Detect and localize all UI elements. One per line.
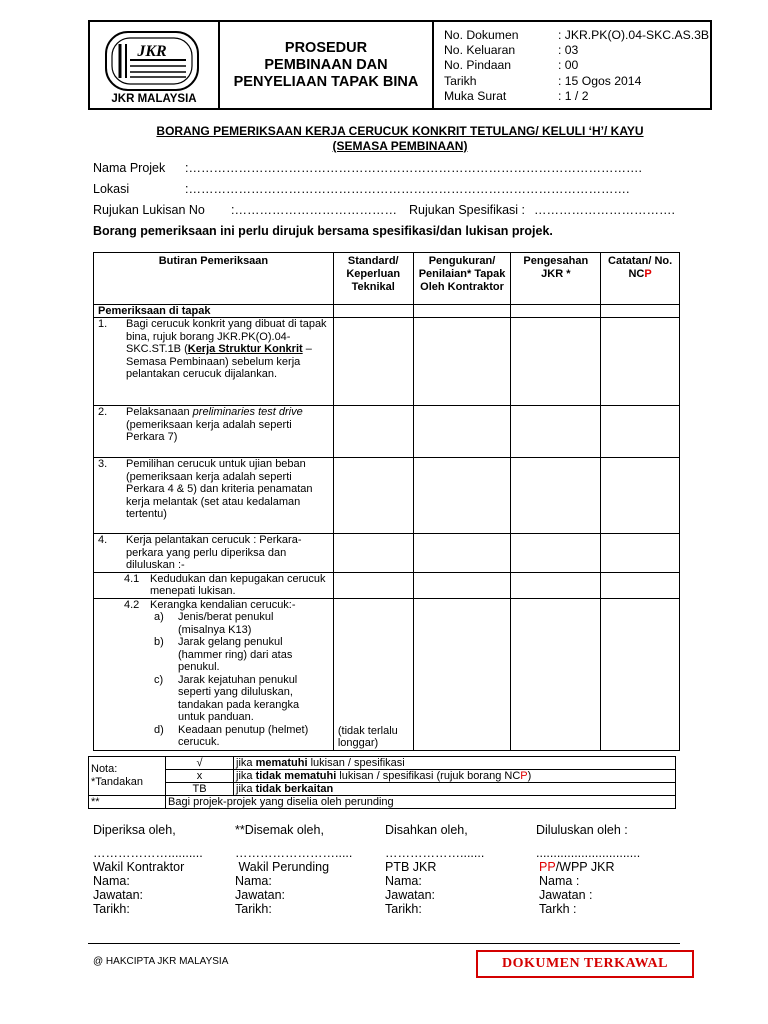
legend-symbol: √ bbox=[166, 757, 234, 770]
form-title: BORANG PEMERIKSAAN KERJA CERUCUK KONKRIT TETULANG/ KELULI ‘H’/ KAYU bbox=[156, 124, 644, 138]
table-row bbox=[94, 406, 680, 458]
item-4: 4. Kerja pelantakan cerucuk : Perkara-perkara yang perlu diperiksa dan diluluskan :- bbox=[94, 534, 334, 573]
cell-pengesahan[interactable] bbox=[511, 572, 601, 598]
legend-row bbox=[89, 783, 676, 796]
item-1: 1. Bagi cerucuk konkrit yang dibuat di tapak bina, rujuk borang JKR.PK(O).04-SKC.ST.1B (Kerja Struktur Konkrit – Semasa Pembinaan) sebelum kerja pelantakan cerucuk dijalankan. bbox=[94, 318, 334, 406]
cell-pengesahan[interactable] bbox=[511, 598, 601, 750]
doc-meta-cell: No. Dokumen : JKR.PK(O).04-SKC.AS.3B No. Keluaran : 03 No. Pindaan : 00 Tarikh : 15 Ogos 2014 Muka Surat : 1 / 2 bbox=[444, 28, 710, 103]
col-header-butiran: Butiran Pemeriksaan bbox=[94, 253, 334, 305]
cell-pengukuran[interactable] bbox=[413, 305, 511, 318]
table-section-row bbox=[94, 305, 680, 318]
inspection-table bbox=[93, 252, 680, 751]
note-label: Nota: *Tandakan bbox=[89, 757, 166, 796]
cell-standard[interactable] bbox=[333, 406, 413, 458]
legend-row bbox=[89, 757, 676, 770]
col-header-pengukuran: Pengukuran/ Penilaian* Tapak Oleh Kontraktor bbox=[413, 253, 511, 305]
document-header bbox=[88, 20, 712, 110]
cell-pengesahan[interactable] bbox=[511, 318, 601, 406]
signature-line[interactable]: ………………....... bbox=[385, 846, 485, 860]
cell-catatan[interactable] bbox=[601, 458, 680, 534]
cell-standard[interactable] bbox=[333, 305, 413, 318]
cell-catatan[interactable] bbox=[601, 534, 680, 573]
org-name: JKR MALAYSIA bbox=[111, 93, 197, 105]
field-rujukan-input[interactable]: :………………………………… bbox=[231, 203, 397, 217]
item-4-2: 4.2 Kerangka kendalian cerucuk:- a) Jenis/berat penukul (misalnya K13) b) Jarak gelang penukul (hammer ring) dari atas penukul. c) Jarak kejatuhan penukul seperti yang diluluskan, tandakan pada kerangka untuk panduan. d) Keadaan penutup (helmet) cerucuk. bbox=[94, 598, 334, 750]
logo-cell bbox=[90, 22, 220, 108]
instruction-text: Borang pemeriksaan ini perlu dirujuk bersama spesifikasi/dan lukisan projek. bbox=[93, 224, 553, 238]
cell-catatan[interactable] bbox=[601, 318, 680, 406]
legend-symbol: x bbox=[166, 770, 234, 783]
signature-line[interactable]: ……………….......... bbox=[93, 846, 203, 860]
col-header-standard: Standard/ Keperluan Teknikal bbox=[333, 253, 413, 305]
field-spesifikasi-label: Rujukan Spesifikasi : bbox=[409, 203, 526, 217]
svg-text:JKR: JKR bbox=[137, 43, 167, 60]
item-4-1: 4.1 Kedudukan dan kepugakan cerucuk menepati lukisan. bbox=[94, 572, 334, 598]
cell-pengukuran[interactable] bbox=[413, 458, 511, 534]
cell-standard[interactable] bbox=[333, 318, 413, 406]
table-row bbox=[94, 318, 680, 406]
signature-line[interactable]: .............................. bbox=[536, 846, 641, 860]
item-3: 3. Pemilihan cerucuk untuk ujian beban (pemeriksaan kerja adalah seperti Perkara 4 & 5) dan kriteria penamatan kerja melantak (set atau kedalaman tertentu) bbox=[94, 458, 334, 534]
legend-text: jika mematuhi lukisan / spesifikasi bbox=[234, 757, 676, 770]
jkr-logo-icon bbox=[104, 30, 200, 92]
cell-standard[interactable] bbox=[333, 458, 413, 534]
signature-block-ptb: Disahkan oleh, ………………....... PTB JKR Nama: Jawatan: Tarikh: bbox=[385, 823, 485, 916]
field-projek-label: Nama Projek bbox=[93, 161, 166, 175]
cell-pengukuran[interactable] bbox=[413, 572, 511, 598]
cell-catatan[interactable] bbox=[601, 305, 680, 318]
col-header-catatan: Catatan/ No. NCP bbox=[601, 253, 680, 305]
legend-symbol: TB bbox=[166, 783, 234, 796]
doc-title: PROSEDUR PEMBINAAN DAN PENYELIAAN TAPAK BINA bbox=[233, 39, 419, 90]
legend-row bbox=[89, 770, 676, 783]
cell-standard[interactable] bbox=[333, 572, 413, 598]
table-row bbox=[94, 534, 680, 573]
controlled-document-stamp: DOKUMEN TERKAWAL bbox=[476, 950, 694, 978]
cell-pengukuran[interactable] bbox=[413, 406, 511, 458]
section-label: Pemeriksaan di tapak bbox=[94, 305, 334, 318]
legend-text: jika tidak mematuhi lukisan / spesifikasi (rujuk borang NCP) bbox=[234, 770, 676, 783]
signature-block-perunding: **Disemak oleh, ……………………..... Wakil Perunding Nama: Jawatan: Tarikh: bbox=[235, 823, 353, 916]
signature-block-kontraktor: Diperiksa oleh, ……………….......... Wakil Kontraktor Nama: Jawatan: Tarikh: bbox=[93, 823, 203, 916]
cell-catatan[interactable] bbox=[601, 598, 680, 750]
form-subtitle: (SEMASA PEMBINAAN) bbox=[332, 139, 468, 153]
sub-item: a) Jenis/berat penukul (misalnya K13) bbox=[154, 611, 274, 636]
copyright-text: @ HAKCIPTA JKR MALAYSIA bbox=[93, 956, 229, 967]
legend-text: Bagi projek-projek yang diselia oleh perunding bbox=[166, 796, 676, 809]
item-2: 2. Pelaksanaan preliminaries test drive (pemeriksaan kerja adalah seperti Perkara 7) bbox=[94, 406, 334, 458]
col-header-pengesahan: Pengesahan JKR * bbox=[511, 253, 601, 305]
sub-item: b) Jarak gelang penukul (hammer ring) dari atas penukul. bbox=[154, 636, 293, 673]
table-row bbox=[94, 598, 680, 750]
cell-standard[interactable] bbox=[333, 534, 413, 573]
legend-symbol: ** bbox=[89, 796, 166, 809]
legend-table bbox=[88, 756, 676, 809]
legend-text: jika tidak berkaitan bbox=[234, 783, 676, 796]
sub-item: c) Jarak kejatuhan penukul seperti yang diluluskan, tandakan pada kerangka untuk panduan. bbox=[154, 673, 300, 723]
cell-pengesahan[interactable] bbox=[511, 534, 601, 573]
doc-title-cell bbox=[220, 22, 434, 108]
cell-pengesahan[interactable] bbox=[511, 458, 601, 534]
table-header-row bbox=[94, 253, 680, 305]
cell-pengesahan[interactable] bbox=[511, 406, 601, 458]
signature-line[interactable]: ……………………..... bbox=[235, 846, 353, 860]
field-rujukan-label: Rujukan Lukisan No bbox=[93, 203, 205, 217]
table-row bbox=[94, 458, 680, 534]
cell-pengesahan[interactable] bbox=[511, 305, 601, 318]
cell-pengukuran[interactable] bbox=[413, 318, 511, 406]
field-lokasi-label: Lokasi bbox=[93, 182, 130, 196]
field-projek-input[interactable]: :………………………………………………………………………………………………. bbox=[185, 161, 642, 175]
footer-divider bbox=[88, 943, 680, 944]
field-spesifikasi-input[interactable]: ……………………………. bbox=[534, 203, 675, 217]
cell-pengukuran[interactable] bbox=[413, 534, 511, 573]
legend-row bbox=[89, 796, 676, 809]
cell-standard[interactable]: (tidak terlalu longgar) bbox=[333, 598, 413, 750]
sub-item: d) Keadaan penutup (helmet) cerucuk. bbox=[154, 723, 309, 748]
cell-pengukuran[interactable] bbox=[413, 598, 511, 750]
cell-catatan[interactable] bbox=[601, 572, 680, 598]
cell-catatan[interactable] bbox=[601, 406, 680, 458]
field-lokasi-input[interactable]: :……………………………………………………………………………………………. bbox=[185, 182, 630, 196]
signature-block-pp: Diluluskan oleh : .............................. PP/WPP JKR Nama : Jawatan : Tarkh : bbox=[536, 823, 641, 916]
table-row bbox=[94, 572, 680, 598]
